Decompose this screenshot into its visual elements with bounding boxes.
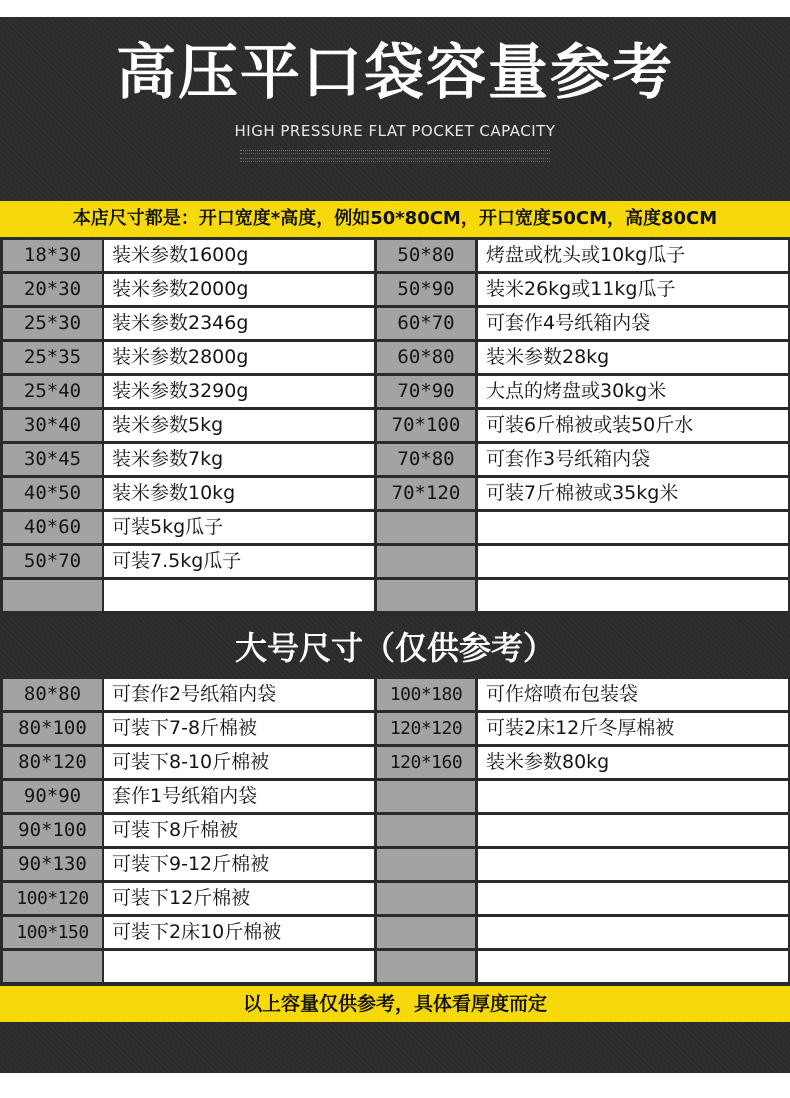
table-row xyxy=(0,512,790,545)
size-cell: 70*120 xyxy=(377,478,475,509)
size-cell: 25*40 xyxy=(3,376,102,407)
description-cell: 装米参数2800g xyxy=(104,342,374,373)
description-cell: 可装下2床10斤棉被 xyxy=(104,917,374,948)
table-row xyxy=(0,580,790,613)
description-cell: 可套作2号纸箱内袋 xyxy=(104,679,374,710)
size-cell: 80*120 xyxy=(3,747,102,778)
table-row xyxy=(0,849,790,882)
description-cell: 可装下12斤棉被 xyxy=(104,883,374,914)
size-cell: 70*80 xyxy=(377,444,475,475)
footer-note-banner: 以上容量仅供参考，具体看厚度而定 xyxy=(0,986,790,1022)
size-cell: 25*30 xyxy=(3,308,102,339)
size-cell: 80*100 xyxy=(3,713,102,744)
size-cell: 50*80 xyxy=(377,240,475,271)
description-cell: 可装6斤棉被或装50斤水 xyxy=(478,410,788,441)
table-row xyxy=(0,308,790,341)
decorative-line xyxy=(240,150,550,154)
description-cell: 装米参数1600g xyxy=(104,240,374,271)
description-cell xyxy=(478,781,788,812)
description-cell xyxy=(104,580,374,611)
description-cell: 可装下7-8斤棉被 xyxy=(104,713,374,744)
size-cell: 40*50 xyxy=(3,478,102,509)
description-cell: 装米参数3290g xyxy=(104,376,374,407)
size-cell: 30*45 xyxy=(3,444,102,475)
table-row xyxy=(0,951,790,984)
description-cell xyxy=(478,580,788,611)
table-row xyxy=(0,815,790,848)
page-title: 高压平口袋容量参考 xyxy=(116,38,674,108)
table-row xyxy=(0,240,790,273)
size-cell xyxy=(377,512,475,543)
size-cell: 100*150 xyxy=(3,917,102,948)
description-cell: 装米参数7kg xyxy=(104,444,374,475)
description-cell xyxy=(478,951,788,982)
size-cell: 30*40 xyxy=(3,410,102,441)
description-cell: 可装下8斤棉被 xyxy=(104,815,374,846)
size-cell: 100*180 xyxy=(377,679,475,710)
description-cell: 装米26kg或11kg瓜子 xyxy=(478,274,788,305)
capacity-table xyxy=(0,239,790,617)
description-cell: 可装5kg瓜子 xyxy=(104,512,374,543)
table-row xyxy=(0,478,790,511)
size-cell: 20*30 xyxy=(3,274,102,305)
description-cell: 装米参数80kg xyxy=(478,747,788,778)
table-row xyxy=(0,917,790,950)
table-row xyxy=(0,444,790,477)
large-capacity-table xyxy=(0,678,790,986)
size-cell xyxy=(377,917,475,948)
size-cell: 60*70 xyxy=(377,308,475,339)
decorative-line xyxy=(240,158,550,162)
size-cell: 40*60 xyxy=(3,512,102,543)
size-cell xyxy=(377,781,475,812)
size-cell xyxy=(377,815,475,846)
size-cell xyxy=(377,951,475,982)
description-cell: 可套作4号纸箱内袋 xyxy=(478,308,788,339)
description-cell: 大点的烤盘或30kg米 xyxy=(478,376,788,407)
size-cell xyxy=(377,883,475,914)
table-row xyxy=(0,410,790,443)
description-cell: 可作熔喷布包装袋 xyxy=(478,679,788,710)
table-row xyxy=(0,781,790,814)
description-cell: 装米参数2000g xyxy=(104,274,374,305)
description-cell: 可装7斤棉被或35kg米 xyxy=(478,478,788,509)
description-cell: 装米参数5kg xyxy=(104,410,374,441)
description-cell xyxy=(478,883,788,914)
description-cell xyxy=(478,815,788,846)
size-cell xyxy=(377,546,475,577)
table-row xyxy=(0,713,790,746)
description-cell xyxy=(478,546,788,577)
size-cell xyxy=(377,849,475,880)
description-cell: 装米参数28kg xyxy=(478,342,788,373)
description-cell: 套作1号纸箱内袋 xyxy=(104,781,374,812)
table-row xyxy=(0,679,790,712)
description-cell xyxy=(478,849,788,880)
size-cell: 18*30 xyxy=(3,240,102,271)
description-cell xyxy=(104,951,374,982)
size-cell: 25*35 xyxy=(3,342,102,373)
description-cell: 可装7.5kg瓜子 xyxy=(104,546,374,577)
table-row xyxy=(0,274,790,307)
description-cell xyxy=(478,917,788,948)
description-cell: 装米参数2346g xyxy=(104,308,374,339)
table-row xyxy=(0,342,790,375)
size-cell: 60*80 xyxy=(377,342,475,373)
size-cell: 90*100 xyxy=(3,815,102,846)
large-size-heading: 大号尺寸（仅供参考） xyxy=(234,629,555,667)
description-cell: 可装下9-12斤棉被 xyxy=(104,849,374,880)
size-cell: 120*120 xyxy=(377,713,475,744)
size-cell: 70*100 xyxy=(377,410,475,441)
description-cell: 烤盘或枕头或10kg瓜子 xyxy=(478,240,788,271)
description-cell: 可装下8-10斤棉被 xyxy=(104,747,374,778)
description-cell: 可套作3号纸箱内袋 xyxy=(478,444,788,475)
size-cell: 70*90 xyxy=(377,376,475,407)
size-cell: 100*120 xyxy=(3,883,102,914)
description-cell xyxy=(478,512,788,543)
page-subtitle: HIGH PRESSURE FLAT POCKET CAPACITY xyxy=(234,122,556,140)
size-cell: 80*80 xyxy=(3,679,102,710)
table-row xyxy=(0,546,790,579)
size-cell: 50*90 xyxy=(377,274,475,305)
table-row xyxy=(0,883,790,916)
size-cell xyxy=(377,580,475,611)
size-cell: 90*90 xyxy=(3,781,102,812)
size-cell: 90*130 xyxy=(3,849,102,880)
size-note-banner: 本店尺寸都是：开口宽度*高度，例如50*80CM，开口宽度50CM，高度80CM xyxy=(0,201,790,237)
size-cell: 120*160 xyxy=(377,747,475,778)
size-cell: 50*70 xyxy=(3,546,102,577)
description-cell: 装米参数10kg xyxy=(104,478,374,509)
table-row xyxy=(0,376,790,409)
size-cell xyxy=(3,951,102,982)
table-row xyxy=(0,747,790,780)
description-cell: 可装2床12斤冬厚棉被 xyxy=(478,713,788,744)
size-cell xyxy=(3,580,102,611)
